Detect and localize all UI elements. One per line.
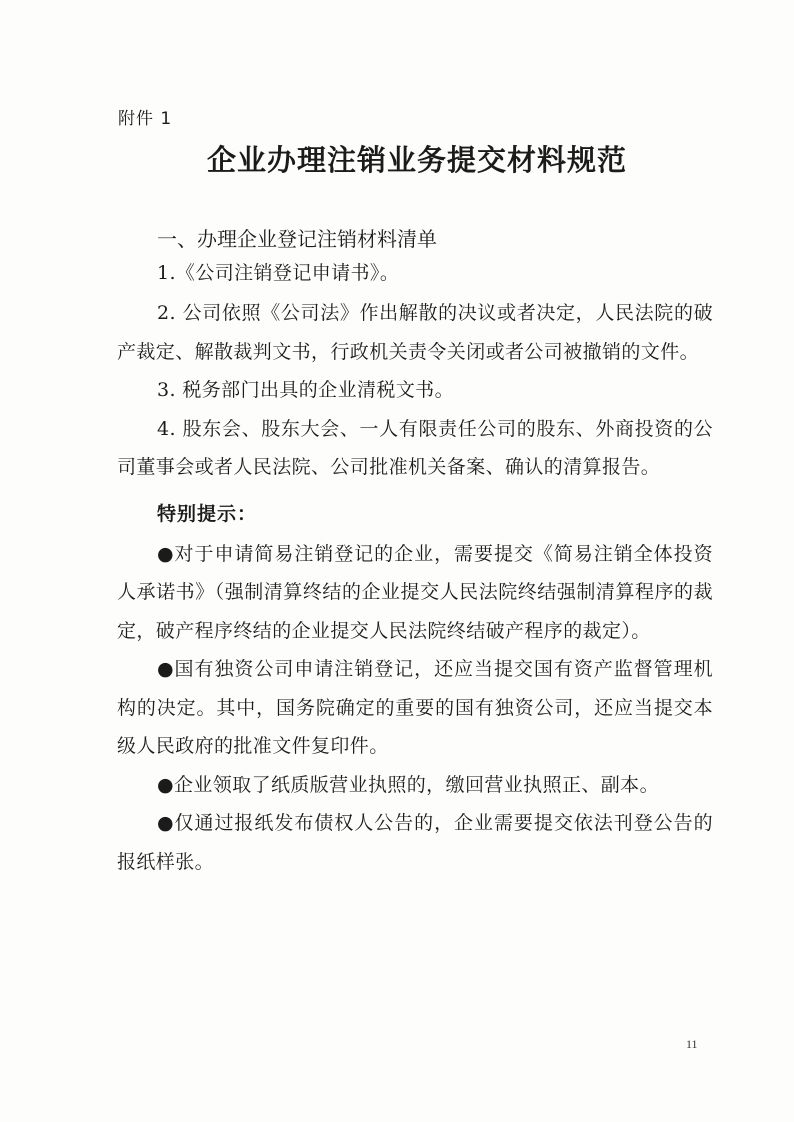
notice-item: ●企业领取了纸质版营业执照的，缴回营业执照正、副本。 bbox=[157, 773, 659, 796]
special-notice-heading: 特别提示： bbox=[157, 502, 258, 525]
document-body bbox=[117, 222, 713, 881]
document-title: 企业办理注销业务提交材料规范 bbox=[206, 143, 627, 177]
list-item: 1.《公司注销登记申请书》。 bbox=[157, 262, 400, 284]
list-item: 2. 公司依照《公司法》作出解散的决议或者决定，人民法院的破产裁定、解散裁判文书，行政机关责令关闭或者公司被撤销的文件。 bbox=[117, 302, 713, 363]
notice-item: ●仅通过报纸发布债权人公告的，企业需要提交依法刊登公告的报纸样张。 bbox=[117, 812, 713, 873]
list-item: 4. 股东会、股东大会、一人有限责任公司的股东、外商投资的公司董事会或者人民法院、公司批准机关备案、确认的清算报告。 bbox=[117, 417, 713, 478]
attachment-label: 附件 1 bbox=[118, 109, 173, 129]
section-heading: 一、办理企业登记注销材料清单 bbox=[157, 227, 437, 251]
notice-item: ●对于申请简易注销登记的企业，需要提交《简易注销全体投资人承诺书》（强制清算终结的企业提交人民法院终结强制清算程序的裁定，破产程序终结的企业提交人民法院终结破产程序的裁定）。 bbox=[117, 542, 713, 642]
page-number: 11 bbox=[686, 1037, 698, 1051]
notice-item: ●国有独资公司申请注销登记，还应当提交国有资产监督管理机构的决定。其中，国务院确定的重要的国有独资公司，还应当提交本级人民政府的批准文件复印件。 bbox=[117, 658, 713, 757]
list-item: 3. 税务部门出具的企业清税文书。 bbox=[157, 379, 454, 401]
